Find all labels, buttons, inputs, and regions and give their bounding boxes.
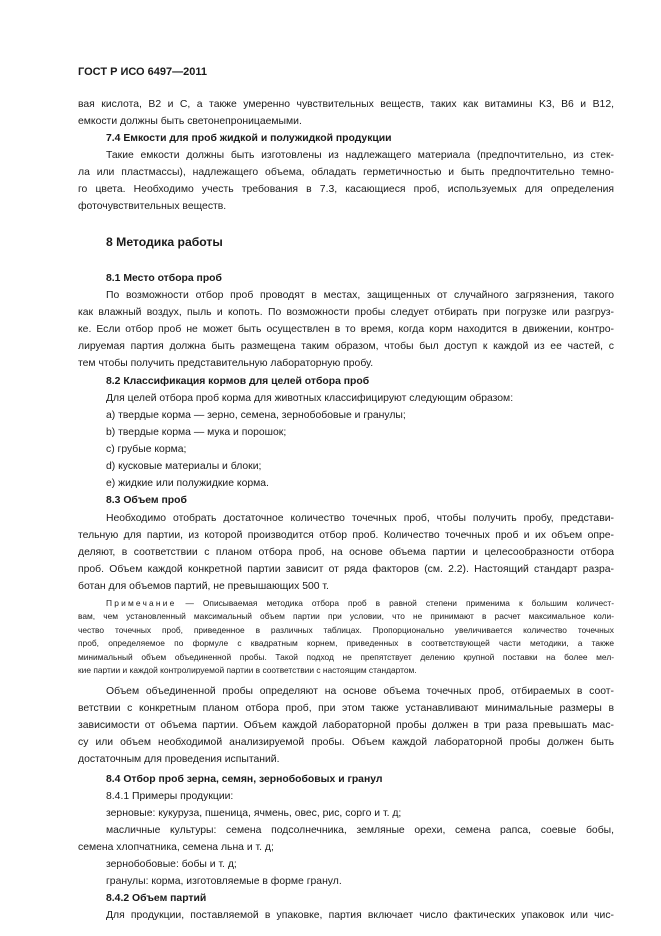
text-line: ке. Если отбор проб не может быть осуществлен в то время, когда корм находится в движении, контро- xyxy=(78,324,614,335)
text-line: Такие емкости должны быть изготовлены из надлежащего материала (предпочтительно, из стек- xyxy=(106,150,614,161)
text-line: деляют, в соответствии с планом отбора проб, на основе объема партии и целесообразности отбора xyxy=(78,547,614,558)
text-line: су или объем необходимой анализируемой пробы. Объем каждой лабораторной пробы должен быть xyxy=(78,737,614,748)
example-line: зерновые: кукуруза, пшеница, ячмень, овес, рис, сорго и т. д; xyxy=(106,808,402,819)
text-line: Необходимо отобрать достаточное количество точечных проб, чтобы получить пробу, представи- xyxy=(106,513,614,524)
text-line: фоточувствительных веществ. xyxy=(78,201,227,212)
text-line: По возможности отбор проб проводят в местах, защищенных от случайного загрязнения, такого xyxy=(106,290,614,301)
text-line: тем чтобы получить представительную лабораторную пробу. xyxy=(78,358,374,369)
text-line: зависимости от объема партии. Объем каждой лабораторной пробы должен в три раза превышать мас- xyxy=(78,720,614,731)
section-8-2-heading: 8.2 Классификация кормов для целей отбора проб xyxy=(106,376,370,387)
example-line: семена хлопчатника, семена льна и т. д; xyxy=(78,842,274,853)
text-line: Для продукции, поставляемой в упаковке, партия включает число фактических упаковок или чис- xyxy=(106,910,614,921)
section-8-1-heading: 8.1 Место отбора проб xyxy=(106,273,222,284)
note-line: минимальный объем объединенной пробы. Такой подход не препятствует делению крупной поставки на более мел- xyxy=(78,652,614,662)
example-line: масличные культуры: семена подсолнечника, земляные орехи, семена рапса, соевые бобы, xyxy=(106,825,614,836)
section-8-3-heading: 8.3 Объем проб xyxy=(106,495,187,506)
text-line: го цвета. Необходимо учесть требования в 7.3, касающиеся проб, используемых для определения xyxy=(78,184,614,195)
note-label: Примечание xyxy=(106,598,177,608)
text-line: лируемая партия должна быть размещена таким образом, чтобы был доступ к каждой из ее частей, с xyxy=(78,341,614,352)
text-line: ла или пластмассы), надлежащего объема, обладать герметичностью и быть предпочтительно темно- xyxy=(78,167,614,178)
text-line: как влажный воздух, пыль и копоть. По возможности пробы следует отбирать при погрузке или разгруз- xyxy=(78,307,614,318)
subsection-8-4-1-heading: 8.4.1 Примеры продукции: xyxy=(106,791,234,802)
section-8-4-heading: 8.4 Отбор проб зерна, семян, зернобобовых и гранул xyxy=(106,774,383,785)
text-line: Объем объединенной пробы определяют на основе объема точечных проб, отбираемых в соот- xyxy=(106,686,614,697)
list-item: e) жидкие или полужидкие корма. xyxy=(106,478,269,489)
note-text: — Описываемая методика отбора проб в равной степени применима к большим количест- xyxy=(176,598,614,608)
list-item: c) грубые корма; xyxy=(106,444,187,455)
list-item: b) твердые корма — мука и порошок; xyxy=(106,427,287,438)
note-line: вам, чем установленный максимальный объем партии при условии, что не принимают в расчет максимальное коли- xyxy=(78,611,614,621)
text-line: вая кислота, B2 и C, а также умеренно чувствительных веществ, таких как витамины K3, B6 и B12, xyxy=(78,99,614,110)
note-line: чество точечных проб, приведенное в различных таблицах. Пропорционально увеличивается количество точечных xyxy=(78,625,614,635)
text-line: ботан для объемов партий, не превышающих 500 т. xyxy=(78,581,329,592)
document-code-header: ГОСТ Р ИСО 6497—2011 xyxy=(78,66,208,78)
text-line: Для целей отбора проб корма для животных классифицируют следующим образом: xyxy=(106,393,514,404)
text-line: достаточным для проведения испытаний. xyxy=(78,754,280,765)
note-first-line xyxy=(106,597,614,610)
example-line: зернобобовые: бобы и т. д; xyxy=(106,859,237,870)
list-item: a) твердые корма — зерно, семена, зернобобовые и гранулы; xyxy=(106,410,406,421)
subsection-8-4-2-heading: 8.4.2 Объем партий xyxy=(106,893,207,904)
text-line: тельную для партии, из которой производится отбор проб. Количество точечных проб и их объем опре- xyxy=(78,530,614,541)
section-8-heading: 8 Методика работы xyxy=(106,235,223,249)
note-line: проб, определяемое по формуле с квадратным корнем, приведенных в соответствующей части методики, а также xyxy=(78,638,614,648)
list-item: d) кусковые материалы и блоки; xyxy=(106,461,262,472)
note-line: кие партии и каждой контролируемой партии в соответствии с настоящим стандартом. xyxy=(78,665,417,675)
text-line: проб. Объем каждой конкретной партии зависит от ряда факторов (см. 2.2). Настоящий стандарт разра- xyxy=(78,564,614,575)
example-line: гранулы: корма, изготовляемые в форме гранул. xyxy=(106,876,342,887)
section-7-4-heading: 7.4 Емкости для проб жидкой и полужидкой продукции xyxy=(106,133,392,144)
text-line: ветствии с конкретным планом отбора проб, при этом также устанавливают минимальные размеры в xyxy=(78,703,614,714)
text-line: емкости должны быть светонепроницаемыми. xyxy=(78,116,302,127)
